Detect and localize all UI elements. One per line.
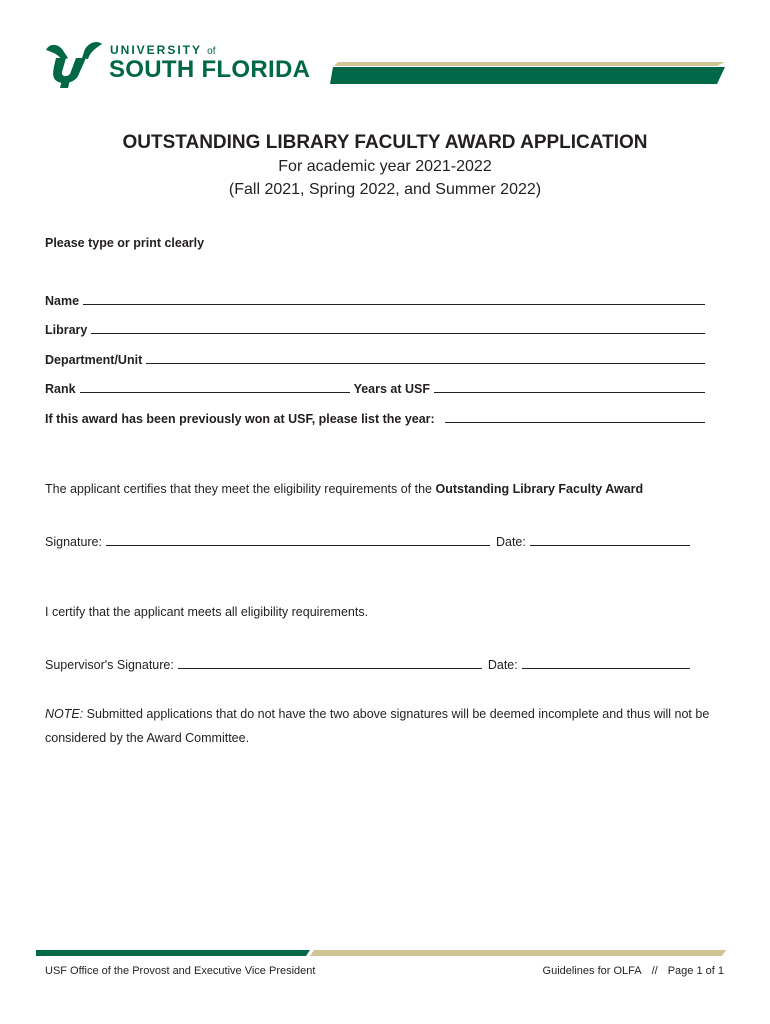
name-label: Name [45, 294, 80, 308]
previous-award-field-row [45, 408, 705, 426]
instruction-text: Please type or print clearly [45, 236, 205, 250]
rank-field-row [45, 378, 705, 396]
footer-office: USF Office of the Provost and Executive Vice President [45, 965, 316, 977]
note-prefix: NOTE: [45, 707, 84, 721]
note-paragraph [45, 702, 725, 750]
previous-award-label: If this award has been previously won at USF, please list the year: [45, 412, 435, 426]
footer-separator: // [651, 965, 658, 977]
rank-label: Rank [45, 382, 76, 396]
header-color-band [330, 62, 725, 84]
signature-input-line[interactable] [106, 544, 490, 546]
supervisor-signature-label: Supervisor's Signature: [45, 658, 174, 672]
footer-page-number: Page 1 of 1 [667, 965, 724, 977]
department-label: Department/Unit [45, 353, 143, 367]
supervisor-signature-input-line[interactable] [178, 667, 482, 669]
footer-page-info [543, 965, 724, 977]
signature-label: Signature: [45, 535, 102, 549]
date-label: Date: [495, 535, 526, 549]
department-field-row [45, 349, 705, 367]
supervisor-signature-row [45, 654, 690, 672]
name-field-row [45, 290, 705, 308]
form-subtitle-year: For academic year 2021-2022 [278, 158, 492, 175]
applicant-certification [45, 482, 643, 496]
award-name: Outstanding Library Faculty Award [435, 482, 644, 496]
logo-university: UNIVERSITY of [110, 43, 216, 57]
library-input-line[interactable] [91, 332, 705, 334]
department-input-line[interactable] [146, 362, 705, 364]
certification-text: The applicant certifies that they meet the eligibility requirements of the [45, 482, 433, 496]
years-at-usf-input-line[interactable] [434, 391, 705, 393]
date-input-line[interactable] [530, 544, 690, 546]
bull-horns-icon [44, 40, 104, 88]
supervisor-date-input-line[interactable] [522, 667, 690, 669]
library-label: Library [45, 323, 88, 337]
note-text: Submitted applications that do not have the two above signatures will be deemed incomplete and thus will not be considered by the Award Committee. [45, 707, 710, 745]
supervisor-certification-text: I certify that the applicant meets all eligibility requirements. [45, 605, 369, 619]
footer-doc-name: Guidelines for OLFA [542, 965, 642, 977]
library-field-row [45, 319, 705, 337]
rank-input-line[interactable] [80, 391, 350, 393]
form-title: OUTSTANDING LIBRARY FACULTY AWARD APPLICATION [122, 132, 648, 153]
previous-award-input-line[interactable] [445, 421, 705, 423]
applicant-signature-row [45, 531, 690, 549]
form-subtitle-terms: (Fall 2021, Spring 2022, and Summer 2022) [228, 181, 542, 198]
footer-color-band [36, 950, 726, 956]
supervisor-date-label: Date: [487, 658, 518, 672]
usf-logo [44, 40, 311, 92]
logo-south-florida: SOUTH FLORIDA [109, 56, 311, 83]
years-at-usf-label: Years at USF [353, 382, 431, 396]
name-input-line[interactable] [83, 303, 705, 305]
